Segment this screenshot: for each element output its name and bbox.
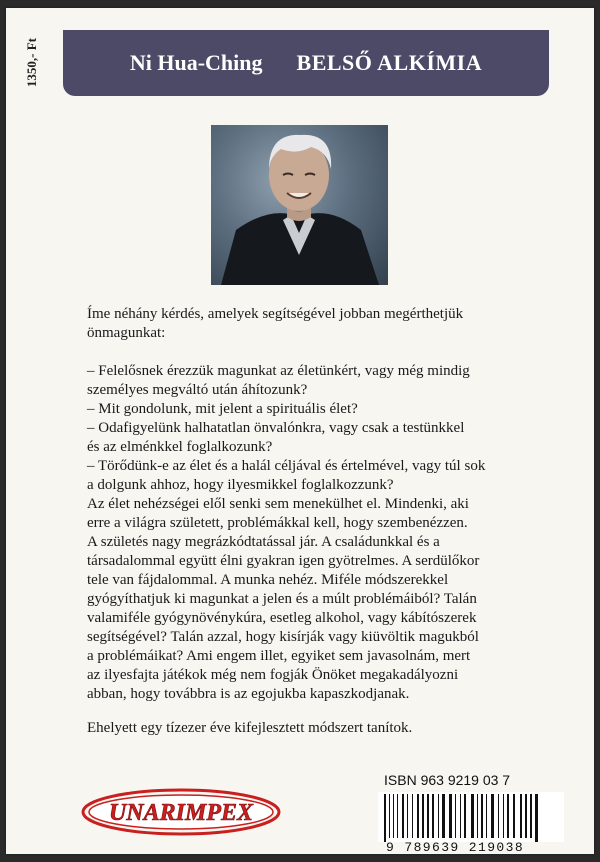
barcode-bar [442, 794, 445, 838]
barcode-bar [530, 794, 532, 838]
barcode-bar [460, 794, 461, 838]
paragraph-line: a problémáikat? Ami engem illet, egyiket sem javasolnám, mert [87, 648, 471, 664]
barcode-digits: 9 789639 219038 [386, 840, 525, 855]
isbn-block [378, 772, 564, 856]
paragraph-line: erre a világra született, problémákkal kell, hogy szembenézzen. [87, 515, 468, 531]
paragraph-line: társadalommal együtt élni gyakran igen gyötrelmes. A serdülőkor [87, 553, 480, 569]
question-line: – Mit gondolunk, mit jelent a spirituális élet? [87, 401, 358, 417]
barcode-bar [535, 794, 538, 842]
paragraph-line: Az élet nehézségei elől senki sem menekülhet el. Mindenki, aki [87, 496, 469, 512]
barcode-bar [402, 794, 404, 838]
paragraph-line: segítségével? Talán azzal, hogy kisírják vagy kiüvöltik magukból [87, 629, 479, 645]
barcode-bar [525, 794, 527, 838]
question-line: – Odafigyelünk halhatatlan önvalónkra, vagy csak a testünkkel [87, 420, 465, 436]
question-list [87, 362, 537, 495]
barcode-bar [432, 794, 434, 838]
paragraph-line: valamiféle gyógynövénykúra, esetleg alkohol, vagy kábítószerek [87, 610, 477, 626]
barcode-bar [464, 794, 466, 838]
barcode [378, 792, 564, 842]
barcode-bar [407, 794, 408, 838]
book-title: BELSŐ ALKÍMIA [296, 50, 483, 75]
author-photo [211, 125, 388, 285]
barcode-bar [422, 794, 424, 838]
barcode-bar [520, 794, 522, 838]
barcode-bar [507, 794, 509, 838]
question-line: a dolgunk ahhoz, hogy ilyesmikkel foglalkozzunk? [87, 477, 394, 493]
barcode-bar [513, 794, 515, 838]
question-line: és az elménkkel foglalkozunk? [87, 439, 273, 455]
paragraph-line: az ilyesfajta játékok még nem fogják Önöket megakadályozni [87, 667, 459, 683]
closing-text [87, 719, 537, 738]
barcode-bar [427, 794, 429, 838]
publisher-logo [80, 787, 282, 837]
barcode-bar [397, 794, 398, 838]
barcode-bar [498, 794, 499, 838]
barcode-bar [412, 794, 413, 838]
barcode-bar [384, 794, 386, 842]
barcode-bar [481, 794, 483, 838]
svg-text:UNARIMPEX: UNARIMPEX [108, 800, 254, 826]
intro-text [87, 305, 537, 343]
question-line: személyes megváltó után áhítozunk? [87, 382, 308, 398]
barcode-bar [503, 794, 504, 838]
book-back-cover [6, 8, 594, 854]
barcode-bar [389, 794, 390, 838]
body-paragraph [87, 495, 537, 704]
question-line: – Felelősnek érezzük magunkat az életünkért, vagy még mindig [87, 363, 470, 379]
intro-line: önmagunkat: [87, 325, 166, 341]
price-label: 1350,- Ft [24, 38, 39, 88]
barcode-bar [477, 794, 478, 838]
barcode-bar [471, 794, 474, 838]
barcode-bar [438, 794, 439, 838]
author-name: Ni Hua-Ching [129, 50, 263, 75]
barcode-bar [449, 794, 452, 838]
barcode-bar [486, 794, 487, 838]
barcode-bar [491, 794, 494, 838]
isbn-number: ISBN 963 9219 03 7 [384, 772, 511, 788]
paragraph-line: tele van fájdalommal. A munka nehéz. Miféle módszerekkel [87, 572, 449, 588]
barcode-bar [417, 794, 419, 838]
barcode-bar [455, 794, 456, 838]
paragraph-line: A születés nagy megrázkódtatással jár. A családunkkal és a [87, 534, 440, 550]
paragraph-line: gyógyíthatjuk ki magunkat a jelen és a múlt problémáiból? Talán [87, 591, 477, 607]
intro-line: Íme néhány kérdés, amelyek segítségével jobban megérthetjük [87, 306, 464, 322]
title-band [63, 30, 549, 96]
barcode-bar [393, 794, 394, 838]
paragraph-line: abban, hogy továbbra is az egojukba kapaszkodjanak. [87, 686, 410, 702]
closing-line: Ehelyett egy tízezer éve kifejlesztett módszert tanítok. [87, 720, 413, 736]
question-line: – Törődünk-e az élet és a halál céljával és értelmével, vagy túl sok [87, 458, 486, 474]
